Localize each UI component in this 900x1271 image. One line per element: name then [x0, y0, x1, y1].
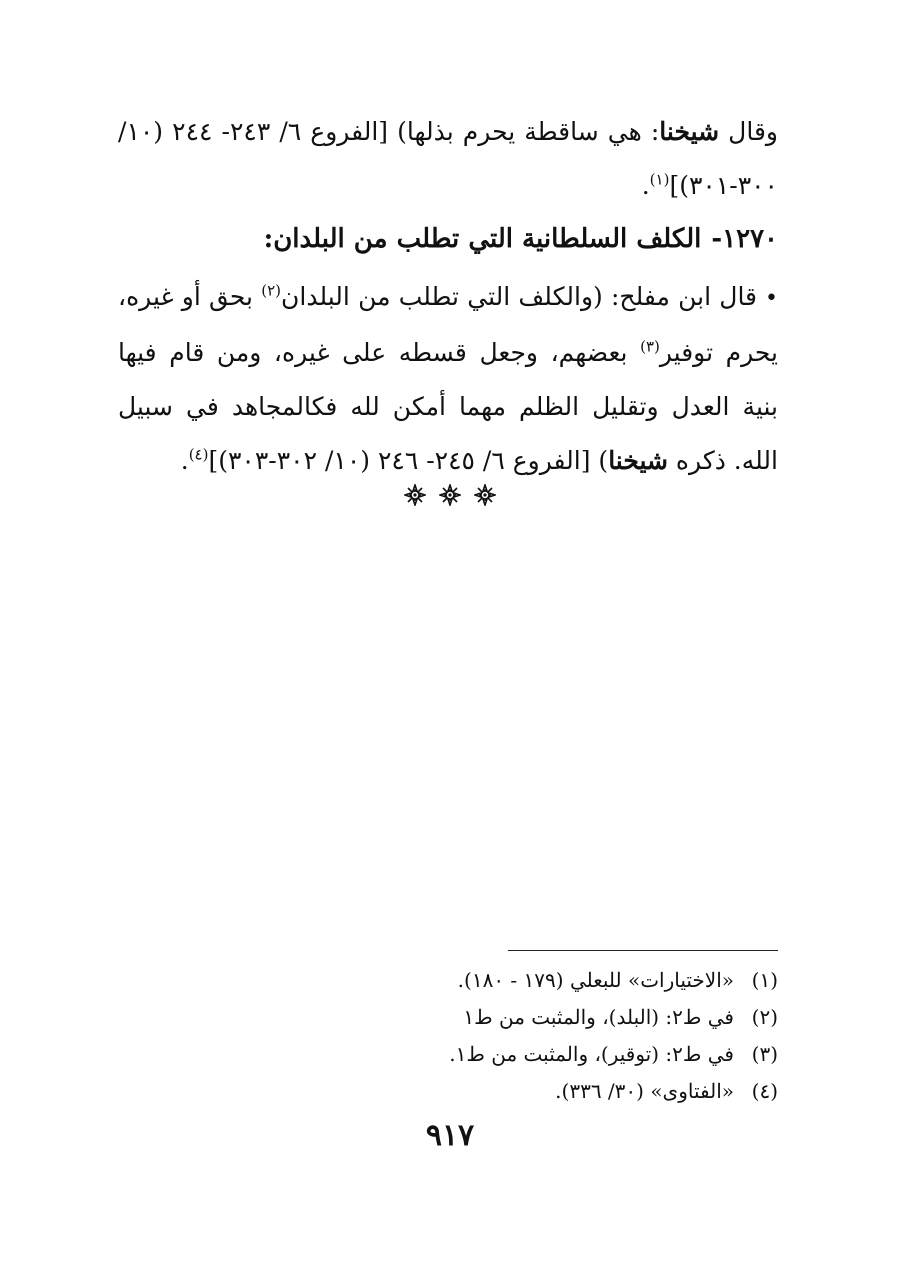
- footnote-number: (١): [751, 968, 778, 992]
- footnote-text: «الاختيارات» للبعلي (١٧٩ - ١٨٠).: [457, 968, 734, 992]
- paragraph-text: بعضهم، وجعل قسطه على غيره، ومن قام فيها بنية العدل وتقليل الظلم مهما أمكن لله فكالمجاهد في سبيل الله. ذكره: [118, 338, 778, 475]
- paragraph-speaker: وقال: [719, 117, 778, 146]
- flower-ornament-icon: [404, 484, 426, 506]
- footnote: [300, 1073, 778, 1110]
- paragraph-quote: [118, 105, 778, 213]
- footnote-number: (٢): [751, 1005, 778, 1029]
- footnote-divider: [508, 950, 778, 951]
- footnotes: [300, 962, 778, 1110]
- footnote-number: (٣): [751, 1042, 778, 1066]
- footnote-number: (٤): [751, 1079, 778, 1103]
- speaker-bold: شيخنا: [659, 117, 720, 146]
- footnote-ref[interactable]: (١): [649, 170, 670, 189]
- footnote: [300, 999, 778, 1036]
- section-number: ١٢٧٠-: [711, 224, 778, 254]
- section-title: الكلف السلطانية التي تطلب من البلدان:: [263, 224, 702, 254]
- paragraph-main: [118, 270, 778, 488]
- footnote-ref[interactable]: (٢): [261, 281, 282, 300]
- footnote: [300, 1036, 778, 1073]
- paragraph-text: ) [الفروع ٦/ ٢٤٥- ٢٤٦ (١٠/ ٣٠٢-٣٠٣)]: [208, 446, 609, 475]
- page-number: ٩١٧: [425, 1118, 475, 1153]
- speaker-bold: شيخنا: [608, 446, 668, 475]
- footnote-text: «الفتاوى» (٣٠/ ٣٣٦).: [555, 1079, 734, 1103]
- footnote-ref[interactable]: (٣): [640, 337, 660, 356]
- paragraph-text: قال ابن مفلح: (والكلف التي تطلب من البلدان: [281, 282, 758, 311]
- paragraph-text: بحق أو غيره، يحرم توفير: [118, 282, 778, 367]
- paragraph-end: .: [641, 171, 650, 200]
- flower-ornament-icon: [474, 484, 496, 506]
- paragraph-end: .: [180, 446, 189, 475]
- footnote: [300, 962, 778, 999]
- section-divider: [0, 484, 900, 510]
- flower-ornament-icon: [439, 484, 461, 506]
- footnote-text: في ط٢: (البلد)، والمثبت من ط١: [463, 1005, 734, 1029]
- paragraph-text: : هي ساقطة يحرم بذلها) [الفروع ٦/ ٢٤٣- ٢٤٤ (١٠/ ٣٠٠-٣٠١)]: [118, 117, 778, 200]
- section-heading: [118, 214, 778, 264]
- bullet-icon: •: [765, 286, 778, 311]
- footnote-ref[interactable]: (٤): [188, 445, 209, 464]
- footnote-text: في ط٢: (توقير)، والمثبت من ط١.: [449, 1042, 734, 1066]
